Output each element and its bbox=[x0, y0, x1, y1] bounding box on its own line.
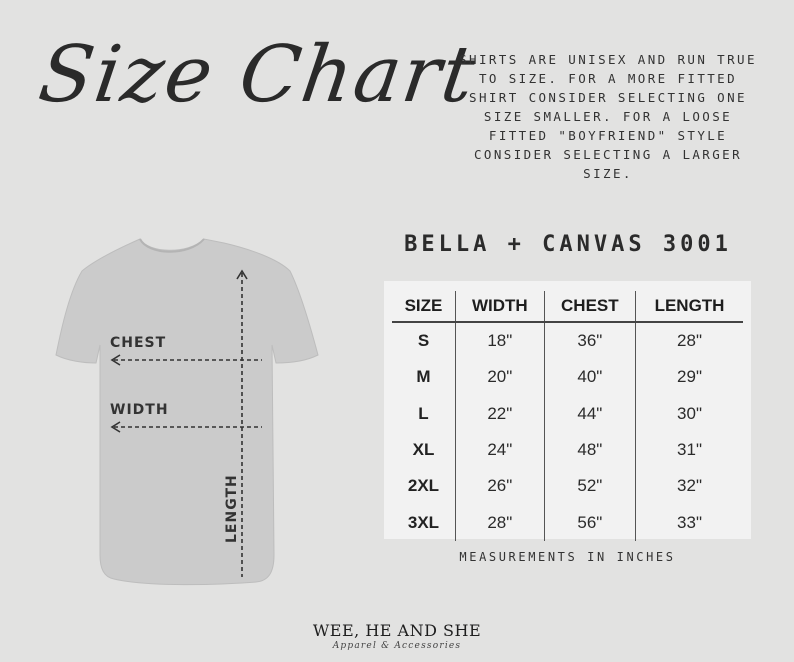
tshirt-illustration bbox=[28, 225, 328, 595]
table-header-row bbox=[392, 291, 743, 322]
length-cell: 29" bbox=[636, 359, 743, 395]
table-row bbox=[392, 504, 743, 540]
size-cell: 3XL bbox=[407, 512, 440, 532]
size-table bbox=[392, 291, 743, 541]
chest-cell: 36" bbox=[544, 322, 635, 359]
length-label: LENGTH bbox=[224, 474, 240, 543]
length-cell: 31" bbox=[636, 432, 743, 468]
length-cell: 30" bbox=[636, 396, 743, 432]
tshirt-shape bbox=[56, 239, 318, 585]
chest-cell: 44" bbox=[544, 396, 635, 432]
size-cell: M bbox=[416, 367, 431, 387]
table-row bbox=[392, 359, 743, 395]
width-cell: 18" bbox=[455, 322, 544, 359]
length-cell: 28" bbox=[636, 322, 743, 359]
product-title: BELLA + CANVAS 3001 bbox=[404, 232, 732, 257]
brand-tagline: Apparel & Accessories bbox=[332, 641, 462, 651]
tshirt-diagram bbox=[28, 225, 328, 595]
brand-name: WEE, HE AND SHE bbox=[312, 621, 482, 640]
width-cell: 20" bbox=[455, 359, 544, 395]
chest-cell: 56" bbox=[544, 504, 635, 540]
chest-cell: 48" bbox=[544, 432, 635, 468]
header-chest: CHEST bbox=[544, 291, 635, 322]
size-cell: XL bbox=[412, 440, 435, 460]
table-row bbox=[392, 322, 743, 359]
width-cell: 28" bbox=[455, 504, 544, 540]
header-width: WIDTH bbox=[455, 291, 544, 322]
chest-cell: 52" bbox=[544, 468, 635, 504]
size-cell: L bbox=[418, 403, 429, 423]
size-table-card bbox=[384, 281, 751, 539]
width-cell: 24" bbox=[455, 432, 544, 468]
measurement-note: MEASUREMENTS IN INCHES bbox=[459, 550, 676, 564]
page-title: Size Chart bbox=[33, 30, 482, 120]
table-row bbox=[392, 396, 743, 432]
size-cell: S bbox=[417, 331, 430, 351]
width-cell: 26" bbox=[455, 468, 544, 504]
length-cell: 32" bbox=[636, 468, 743, 504]
width-cell: 22" bbox=[455, 396, 544, 432]
chest-label: CHEST bbox=[110, 335, 167, 351]
length-cell: 33" bbox=[636, 504, 743, 540]
size-cell: 2XL bbox=[407, 476, 440, 496]
header-length: LENGTH bbox=[636, 291, 743, 322]
width-label: WIDTH bbox=[110, 402, 169, 418]
chest-cell: 40" bbox=[544, 359, 635, 395]
table-row bbox=[392, 468, 743, 504]
table-row bbox=[392, 432, 743, 468]
fit-notice: SHIRTS ARE UNISEX AND RUN TRUE TO SIZE. FOR A MORE FITTED SHIRT CONSIDER SELECTING ONE SIZE SMALLER. FOR A LOOSE FITTED "BOYFRIEND" STYLE CONSIDER SELECTING A LARGER SIZE. bbox=[459, 52, 757, 181]
header-size: SIZE bbox=[392, 291, 455, 322]
